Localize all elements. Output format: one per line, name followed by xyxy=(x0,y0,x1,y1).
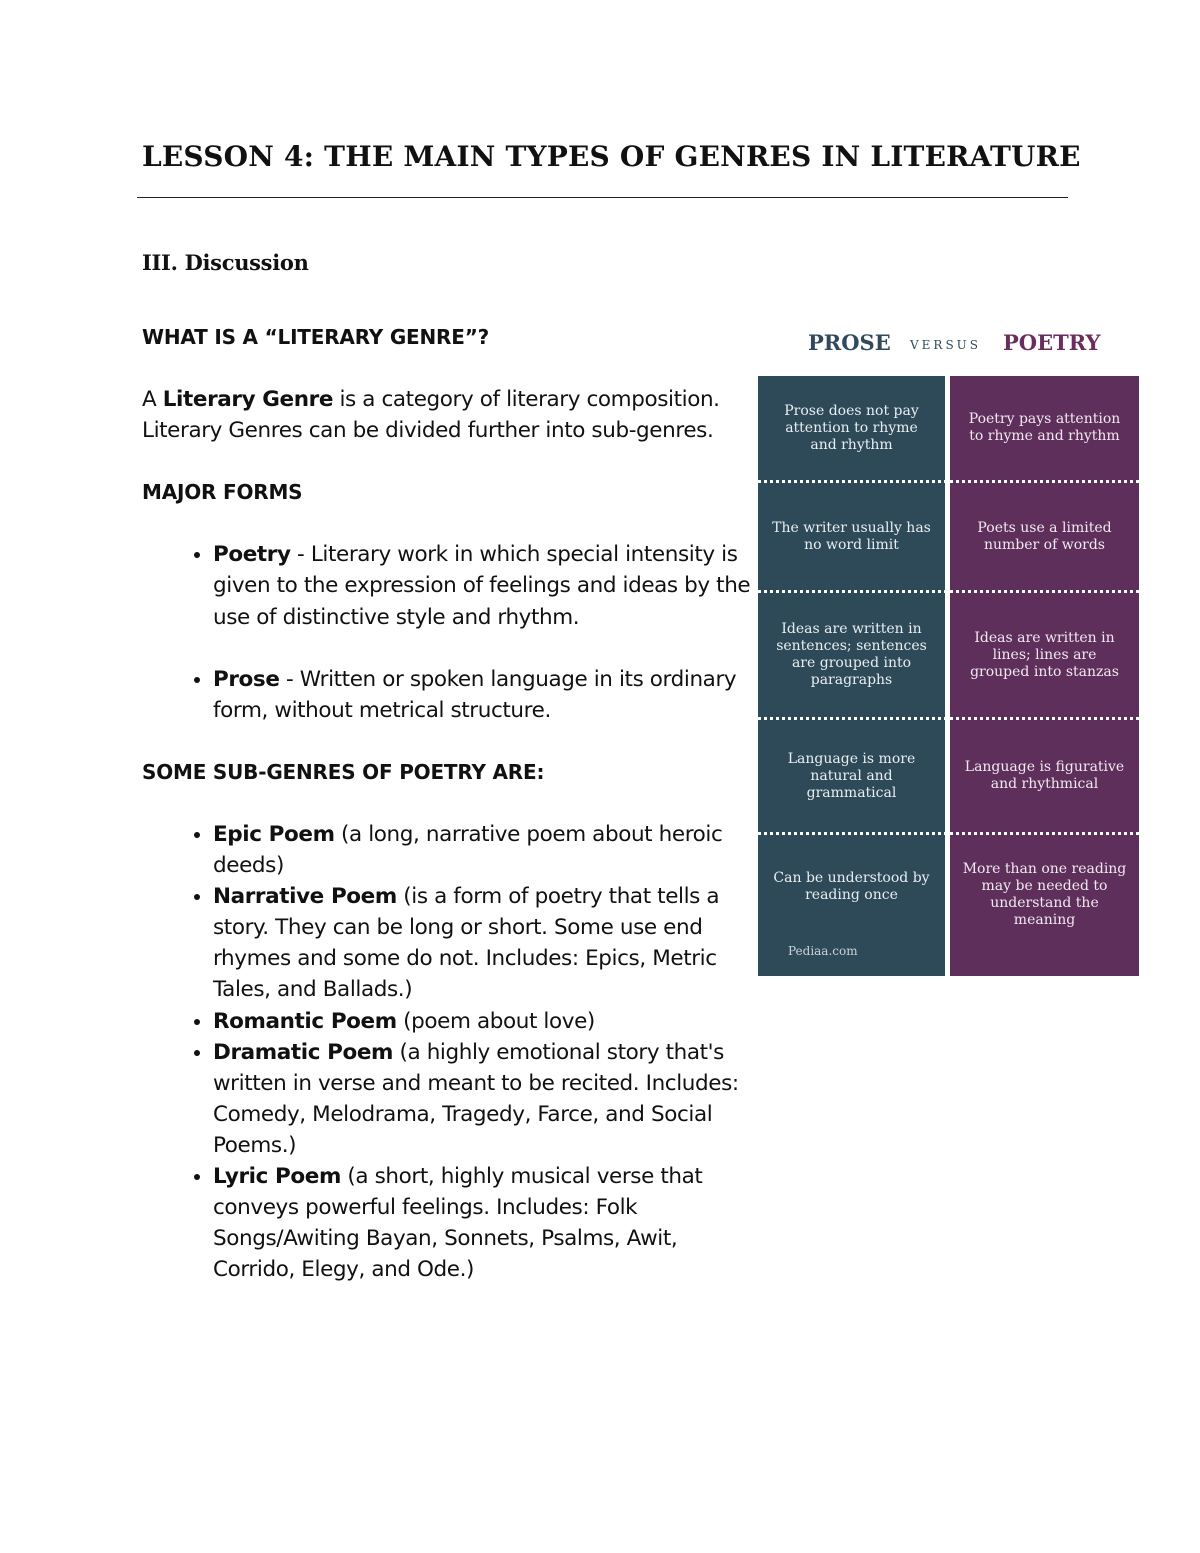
subgenres-note: Literary Genres can be divided further into sub-genres. xyxy=(142,418,714,444)
list-item xyxy=(213,881,752,1005)
list-item xyxy=(213,1037,752,1161)
prose-cell: Ideas are written in sentences; sentences are grouped into paragraphs xyxy=(776,621,927,688)
infographic-header xyxy=(758,330,1139,366)
list-item-desc: (a short, highly musical verse that conveys powerful feelings. Includes: Folk Songs/Awiting Bayan, Sonnets, Psalms, Awit, Corrido, Elegy, and Ode.) xyxy=(213,1163,703,1283)
major-forms-list xyxy=(142,539,752,725)
poetry-column xyxy=(950,376,1139,976)
list-item-term: Dramatic Poem xyxy=(213,1039,394,1065)
poetry-subgenres-heading: SOME SUB-GENRES OF POETRY ARE: xyxy=(142,759,545,784)
list-item-term: Epic Poem xyxy=(213,821,335,847)
list-item-desc: (poem about love) xyxy=(396,1008,595,1034)
list-item-term: Prose xyxy=(213,666,280,692)
title-rule xyxy=(137,197,1068,198)
versus-label: VERSUS xyxy=(910,338,982,352)
prose-cell: Can be understood by reading once xyxy=(773,870,930,903)
prose-column xyxy=(758,376,945,976)
poetry-subgenres-list xyxy=(142,819,752,1285)
what-is-genre-heading: WHAT IS A “LITERARY GENRE”? xyxy=(142,325,490,349)
section-heading: III. Discussion xyxy=(142,250,309,275)
list-item-desc: (is a form of poetry that tells a story. They can be long or short. Some use end rhymes and some do not. Includes: Epics, Metric Tales, and Ballads.) xyxy=(213,884,720,1003)
list-item-term: Narrative Poem xyxy=(213,884,397,910)
list-item xyxy=(213,539,752,632)
source-credit: Pediaa.com xyxy=(788,944,858,958)
prose-cell: The writer usually has no word limit xyxy=(772,519,931,553)
list-item-desc: - Written or spoken language in its ordinary form, without metrical structure. xyxy=(213,666,737,723)
prose-title: PROSE xyxy=(808,330,891,355)
definition-paragraph xyxy=(142,384,752,415)
lesson-title: LESSON 4: THE MAIN TYPES OF GENRES IN LITERATURE xyxy=(142,140,1081,173)
poetry-cell: More than one reading may be needed to understand the meaning xyxy=(962,861,1127,928)
prose-cell: Language is more natural and grammatical xyxy=(787,750,916,801)
prose-vs-poetry-infographic xyxy=(758,376,1139,976)
definition-rest: is a category of literary composition. xyxy=(333,387,720,413)
row-divider xyxy=(758,590,1139,593)
list-item xyxy=(213,1006,752,1037)
list-item xyxy=(213,1161,752,1285)
major-forms-heading: MAJOR FORMS xyxy=(142,480,303,505)
poetry-cell: Ideas are written in lines; lines are grouped into stanzas xyxy=(970,629,1119,680)
list-item xyxy=(213,664,752,726)
definition-prefix: A xyxy=(142,387,163,413)
discussion-body xyxy=(142,320,752,1285)
row-divider xyxy=(758,717,1139,720)
list-item-desc: - Literary work in which special intensity is given to the expression of feelings and ideas by the use of distinctive style and rhythm. xyxy=(213,542,751,630)
poetry-cell: Language is figurative and rhythmical xyxy=(964,759,1125,792)
prose-cell: Prose does not pay attention to rhyme and rhythm xyxy=(784,402,919,453)
poetry-title: POETRY xyxy=(1003,330,1101,355)
list-item-desc: (a long, narrative poem about heroic deeds) xyxy=(213,821,723,879)
row-divider xyxy=(758,480,1139,483)
list-item-term: Lyric Poem xyxy=(213,1163,341,1189)
poetry-cell: Poetry pays attention to rhyme and rhythm xyxy=(968,411,1121,444)
row-divider xyxy=(758,832,1139,835)
list-item xyxy=(213,819,752,881)
list-item-term: Poetry xyxy=(213,542,291,568)
list-item-desc: (a highly emotional story that's written in verse and meant to be recited. Includes: Comedy, Melodrama, Tragedy, Farce, and Social Poems.) xyxy=(213,1039,739,1158)
list-item-term: Romantic Poem xyxy=(213,1008,397,1034)
definition-term: Literary Genre xyxy=(162,387,334,413)
poetry-cell: Poets use a limited number of words xyxy=(977,519,1112,553)
